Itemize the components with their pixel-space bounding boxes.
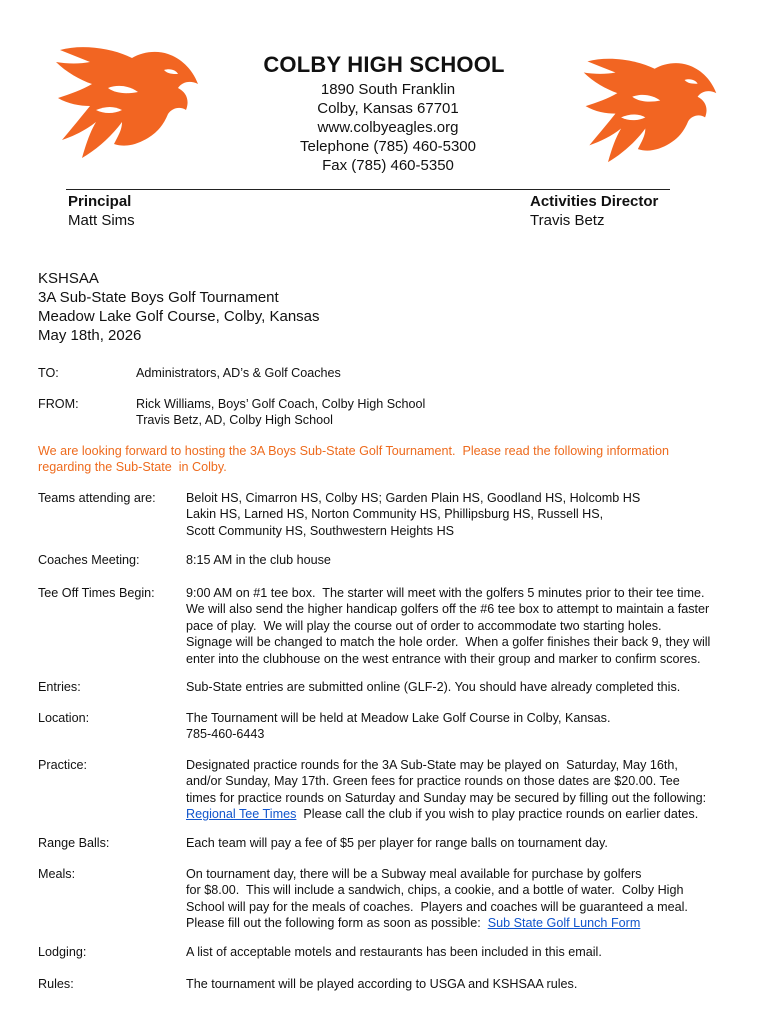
tee-line: We will also send the higher handicap golfers off the #6 tee box to attempt to maintain a faster xyxy=(186,602,710,617)
practice-line: Designated practice rounds for the 3A Sub-State may be played on Saturday, May 16th, xyxy=(186,758,678,772)
teams-value xyxy=(186,490,640,539)
address-street: 1890 South Franklin xyxy=(320,81,456,98)
teams-label: Teams attending are: xyxy=(38,491,156,505)
rules-label: Rules: xyxy=(38,977,74,991)
address-block xyxy=(0,80,768,175)
tee-line: 9:00 AM on #1 tee box. The starter will meet with the golfers 5 minutes prior to their tee time. xyxy=(186,586,705,600)
ad-label: Activities Director xyxy=(530,193,659,210)
practice-line: times for practice rounds on Saturday and Sunday may be secured by filling out the following: xyxy=(186,790,707,805)
tee-value xyxy=(186,585,710,667)
practice-after-link: Please call the club if you wish to play practice rounds on earlier dates. xyxy=(296,807,699,822)
intro-line: We are looking forward to hosting the 3A Boys Sub-State Golf Tournament. Please read the following information xyxy=(38,444,669,458)
lodging-value: A list of acceptable motels and restaurants has been included in this email. xyxy=(186,945,602,959)
event-title: 3A Sub-State Boys Golf Tournament xyxy=(38,289,279,306)
teams-line: Scott Community HS, Southwestern Heights HS xyxy=(186,523,455,538)
to-value: Administrators, AD’s & Golf Coaches xyxy=(136,366,341,380)
fax: Fax (785) 460-5350 xyxy=(322,157,454,174)
tee-line: enter into the clubhouse on the west entrance with their group and marker to confirm scores. xyxy=(186,651,701,666)
lunch-form-link[interactable]: Sub State Golf Lunch Form xyxy=(487,916,641,931)
practice-line-last xyxy=(186,806,706,822)
teams-line: Beloit HS, Cimarron HS, Colby HS; Garden Plain HS, Goodland HS, Holcomb HS xyxy=(186,491,641,505)
header-divider xyxy=(66,189,670,190)
intro-line: regarding the Sub-State in Colby. xyxy=(38,460,227,475)
school-name: COLBY HIGH SCHOOL xyxy=(263,52,505,77)
practice-line: and/or Sunday, May 17th. Green fees for practice rounds on those dates are $20.00. Tee xyxy=(186,774,680,789)
telephone: Telephone (785) 460-5300 xyxy=(300,138,476,155)
entries-label: Entries: xyxy=(38,680,81,694)
event-date: May 18th, 2026 xyxy=(38,327,142,344)
from-line: Travis Betz, AD, Colby High School xyxy=(136,413,333,428)
teams-line: Lakin HS, Larned HS, Norton Community HS, Phillipsburg HS, Russell HS, xyxy=(186,507,604,522)
to-label: TO: xyxy=(38,366,59,380)
meals-line: School will pay for the meals of coaches. Players and coaches will be guaranteed a meal. xyxy=(186,899,688,914)
intro-text xyxy=(38,443,669,476)
from-value xyxy=(136,396,425,429)
address-city: Colby, Kansas 67701 xyxy=(317,100,459,117)
practice-value xyxy=(186,757,706,823)
event-org: KSHSAA xyxy=(38,270,99,287)
range-value: Each team will pay a fee of $5 per player for range balls on tournament day. xyxy=(186,836,608,850)
from-line: Rick Williams, Boys’ Golf Coach, Colby High School xyxy=(136,397,426,411)
rules-value: The tournament will be played according to USGA and KSHSAA rules. xyxy=(186,977,578,991)
event-block xyxy=(38,269,320,345)
location-phone: 785-460-6443 xyxy=(186,727,265,742)
range-label: Range Balls: xyxy=(38,836,110,850)
tee-line: Signage will be changed to match the hole order. When a golfer finishes their back 9, they will xyxy=(186,635,711,650)
meals-prefix: Please fill out the following form as soon as possible: xyxy=(186,916,488,931)
tee-line: pace of play. We will play the course out of order to accommodate two starting holes. xyxy=(186,618,662,633)
meals-label: Meals: xyxy=(38,867,76,881)
lodging-label: Lodging: xyxy=(38,945,87,959)
meals-line: for $8.00. This will include a sandwich, chips, a cookie, and a bottle of water. Colby High xyxy=(186,883,684,898)
entries-value: Sub-State entries are submitted online (GLF-2). You should have already completed this. xyxy=(186,680,681,694)
event-venue: Meadow Lake Golf Course, Colby, Kansas xyxy=(38,308,320,325)
coaches-label: Coaches Meeting: xyxy=(38,553,140,567)
principal-name: Matt Sims xyxy=(68,212,135,229)
meals-line: On tournament day, there will be a Subway meal available for purchase by golfers xyxy=(186,867,642,881)
practice-label: Practice: xyxy=(38,758,87,772)
meals-line-last xyxy=(186,915,688,931)
from-label: FROM: xyxy=(38,397,79,411)
meals-value xyxy=(186,866,688,932)
principal-label: Principal xyxy=(68,193,132,210)
location-line: The Tournament will be held at Meadow Lake Golf Course in Colby, Kansas. xyxy=(186,711,611,725)
ad-name: Travis Betz xyxy=(530,212,605,229)
location-value xyxy=(186,710,610,743)
website[interactable]: www.colbyeagles.org xyxy=(317,119,459,136)
regional-tee-times-link[interactable]: Regional Tee Times xyxy=(186,807,297,822)
location-label: Location: xyxy=(38,711,90,725)
coaches-value: 8:15 AM in the club house xyxy=(186,553,331,567)
tee-label: Tee Off Times Begin: xyxy=(38,586,155,600)
